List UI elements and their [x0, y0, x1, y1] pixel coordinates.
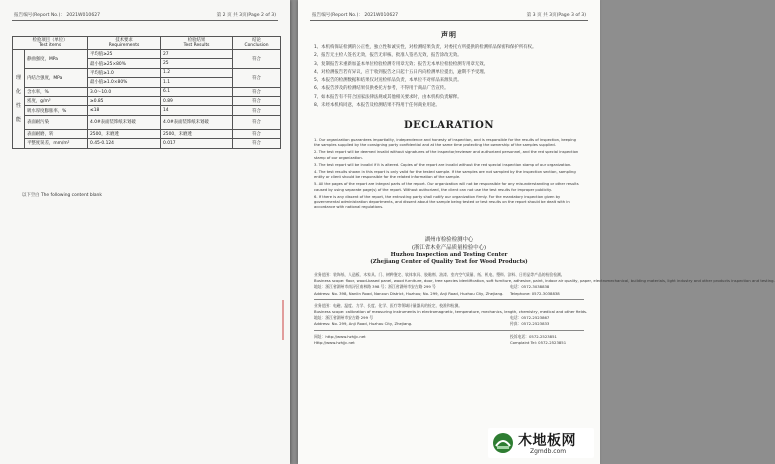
result-cell: 1.2 [161, 68, 233, 77]
row-label: 含水率，% [25, 87, 88, 96]
org-name-en: Huzhou Inspection and Testing Center [390, 252, 508, 258]
website-link[interactable]: 网址：http://www.hzhjjc.net [314, 333, 366, 339]
scope-cn: 业务范围：电磁、温度、力学、长度、化学、医疗等领域计量器具的检定、校准和检测。 [314, 302, 463, 308]
requirement-cell: 3.0～10.0 [88, 87, 161, 96]
requirement-cell: ≥0.85 [88, 96, 161, 105]
page-number: 第 3 页 共 3页(Page 3 of 3) [526, 13, 586, 18]
requirement-cell: 最小值≥25×80% [88, 59, 161, 68]
divider [314, 330, 584, 331]
telephone-en: Telephone: 0572-3038838 [510, 290, 560, 296]
row-label: 表面耐污染 [25, 115, 88, 129]
organization-block [298, 236, 600, 267]
blank-note: 以下空白 The following content blank [22, 193, 102, 198]
address-cn: 地址：浙江省湖州市安吉路 299 号 [314, 315, 374, 321]
result-cell: 2500，未磨透 [161, 129, 233, 138]
statement-line: 5、本报告的检测数据和结果仅对送检样品负责，本单位不对样品来源负责。 [314, 78, 462, 84]
report-number: 报告编号(Report No.)： 2021W010627 [14, 13, 101, 18]
conclusion-cell: 符合 [233, 96, 281, 105]
address-en: Address: No. 398, Nanlin Road, Nanxun District, Huzhou; No. 299, Anji Road, Huzhou City, Zhejiang. [314, 290, 504, 296]
conclusion-cell: 符合 [233, 139, 281, 148]
result-cell: 27 [161, 50, 233, 59]
result-cell: 4.0#表面装饰纸未划破 [161, 115, 233, 129]
org-subname-en: (Zhejiang Center of Quality Test for Wood Products) [370, 259, 528, 266]
statement-line: 6、本报告涉及的检测结果仅供委托方参考，不得用于商品广告宣传。 [314, 86, 449, 92]
scope-en: Business scope: floor, wood-based panel, wood furniture, door, tree species identification, soft furniture, adhesive, paint, indoor air quality, paper, electromechanical, building materials, light industry and other products inspection and testing. [314, 278, 775, 284]
address-cn: 地址：浙江省湖州市南浔区南林路 398 号；浙江省湖州市安吉路 299 号 [314, 284, 436, 290]
requirement-cell: 4.0#表面装饰纸未划破 [88, 115, 161, 129]
telephone: 电话：0572-2523867 [510, 315, 550, 321]
result-cell: 6.1 [161, 87, 233, 96]
watermark-name: 木地板网 [518, 433, 576, 449]
table-row [13, 129, 281, 138]
fax: 传真：0572-2523833 [510, 321, 550, 327]
table-row [13, 106, 281, 115]
complaint-tel-en: Complaint Tel: 0572-2523851 [510, 339, 567, 345]
conclusion-cell: 符合 [233, 115, 281, 129]
row-label: 吸水厚度膨胀率，% [25, 106, 88, 115]
statement-line: 7、如本报告有不符合国家法律法规或其他相关要求时，由本机构负责解释。 [314, 94, 462, 100]
table-row [13, 50, 281, 59]
row-label: 平整度误差，mm/m² [25, 139, 88, 148]
table-row [13, 96, 281, 105]
table-row [13, 139, 281, 148]
statement-line: 3、复制报告未重新加盖本单位检验检测专用章无效；报告无本单位检验检测专用章无效。 [314, 61, 489, 67]
scope-cn: 业务范围：装饰纸、人造板、木家具、门、树种鉴定、软体家具、胶黏剂、油漆、室内空气质量、纸、机电、塑料、涂料、日用品等产品的检验检测。 [314, 272, 565, 277]
org-subname-cn: (浙江省木业产品质量检验中心) [411, 245, 487, 251]
declaration-paragraph: 1. Our organization guarantees impartiality, independence and honesty of inspection, and is responsible for the results of inspection, keeping the samples supplied by the consigning party confidential and at the same time protecting the ownership of the samples supplied. [314, 138, 576, 148]
report-number: 报告编号(Report No.)： 2021W010627 [312, 13, 399, 18]
declaration-paragraph: 6. If there is any dissent of the report, the entrusting party shall notify our organization firmly. For the mandatory inspection given by governmental administration departments, and dissent about the sample being tested or test results on the report should be dealt with in accordance with national regulations. [314, 194, 570, 210]
telephone: 电话：0572-3038838 [510, 284, 550, 290]
website-link-en[interactable]: Http://www.hzhjjc.net [314, 339, 355, 345]
declaration-paragraph: 4. The test results shown in this report is only valid for the tested sample. If the samples are not sampled by the inspection section, sampling entity or client should be responsible for the related information of the sample. [314, 169, 576, 180]
watermark-logo-icon [492, 432, 514, 454]
col-header-result: 检验结果 Test Results [161, 37, 233, 50]
report-page-2 [0, 0, 290, 464]
site-watermark [488, 428, 594, 458]
conclusion-cell: 符合 [233, 50, 281, 69]
complaint-tel: 投诉电话：0572-2523851 [510, 333, 557, 339]
statement-line: 1、本机构保证检测的公正性，独立性和诚实性，对检测结果负责，对委托方所提供的检测样品保密和保护所有权。 [314, 45, 537, 50]
stamp-edge [282, 300, 284, 340]
requirement-cell: 平均值≥25 [88, 50, 161, 59]
address-en: Address: No. 299, Anji Road, Huzhou City, Zhejiang. [314, 321, 413, 327]
statement-line: 8、未经本机构同意，本报告及检测结果不得用于任何商业用途。 [314, 103, 440, 109]
page-number: 第 2 页 共 3页(Page 2 of 3) [216, 13, 276, 18]
conclusion-cell: 符合 [233, 106, 281, 115]
requirement-cell: ≤18 [88, 106, 161, 115]
statement-cn [314, 44, 580, 110]
test-results-table [12, 36, 281, 149]
watermark-url: Zgmdb.com [530, 448, 567, 455]
requirement-cell: 平均值≥1.0 [88, 68, 161, 77]
col-header-conclusion: 结论 Conclusion [233, 37, 281, 50]
statement-title: 声明 [441, 31, 457, 39]
contact-block [314, 272, 775, 346]
row-label: 表面耐磨，转 [25, 129, 88, 138]
declaration-paragraph: 3. The test report will be invalid if it is altered. Copies of the report are invalid without the red special inspection stamp of our organization. [314, 162, 572, 167]
result-cell: 0.89 [161, 96, 233, 105]
conclusion-cell: 符合 [233, 68, 281, 87]
row-label: 内结合强度，MPa [25, 68, 88, 87]
statement-line: 2、报告无主检人签名无效，报告无审核、批准人签名无效，报告涂改无效。 [314, 53, 462, 59]
group-label: 理 化 性 能 [13, 50, 25, 149]
result-cell: 0.017 [161, 139, 233, 148]
table-row [13, 115, 281, 129]
table-row [13, 68, 281, 77]
declaration-en [314, 138, 582, 212]
row-label: 密度，g/m³ [25, 96, 88, 105]
result-cell: 1.1 [161, 78, 233, 87]
divider [314, 299, 584, 300]
header-divider [12, 20, 278, 21]
statement-line: 4、对检测报告若有异议，应于收到报告之日起十五日内向检测单位提出，逾期不予受理。 [314, 69, 489, 75]
declaration-paragraph: 2. The test report will be deemed invalid without signatures of the inspector/reviewer and authorized personnel, and the red special inspection stamp of our organization. [314, 150, 579, 160]
conclusion-cell: 符合 [233, 87, 281, 96]
result-cell: 25 [161, 59, 233, 68]
requirement-cell: 最小值≥1.0×80% [88, 78, 161, 87]
row-label: 静曲强度，MPa [25, 50, 88, 69]
col-header-item: 检验项目（单位） Test items [13, 37, 88, 50]
declaration-paragraph: 5. All the pages of the report are integral parts of the report. Our organization will not be responsible for any misunderstanding or other results caused by using separate page(s) of the report. Without authorized, the client can not use the test results for improper publicity. [314, 182, 579, 192]
scope-en: Business scope: calibration of measuring instruments in electromagnetic, temperature, mechanics, length, chemistry, medical and other fields. [314, 308, 588, 314]
report-page-3 [298, 0, 775, 464]
table-row [13, 87, 281, 96]
result-cell: 14 [161, 106, 233, 115]
org-name-cn: 湖州市检验检测中心 [424, 237, 474, 243]
conclusion-cell: 符合 [233, 129, 281, 138]
declaration-title: DECLARATION [403, 120, 495, 131]
table-header-row [13, 37, 281, 50]
requirement-cell: 2500，未磨透 [88, 129, 161, 138]
header-divider [310, 20, 588, 21]
requirement-cell: 0.45-0.124 [88, 139, 161, 148]
col-header-requirement: 技术要求 Requirements [88, 37, 161, 50]
